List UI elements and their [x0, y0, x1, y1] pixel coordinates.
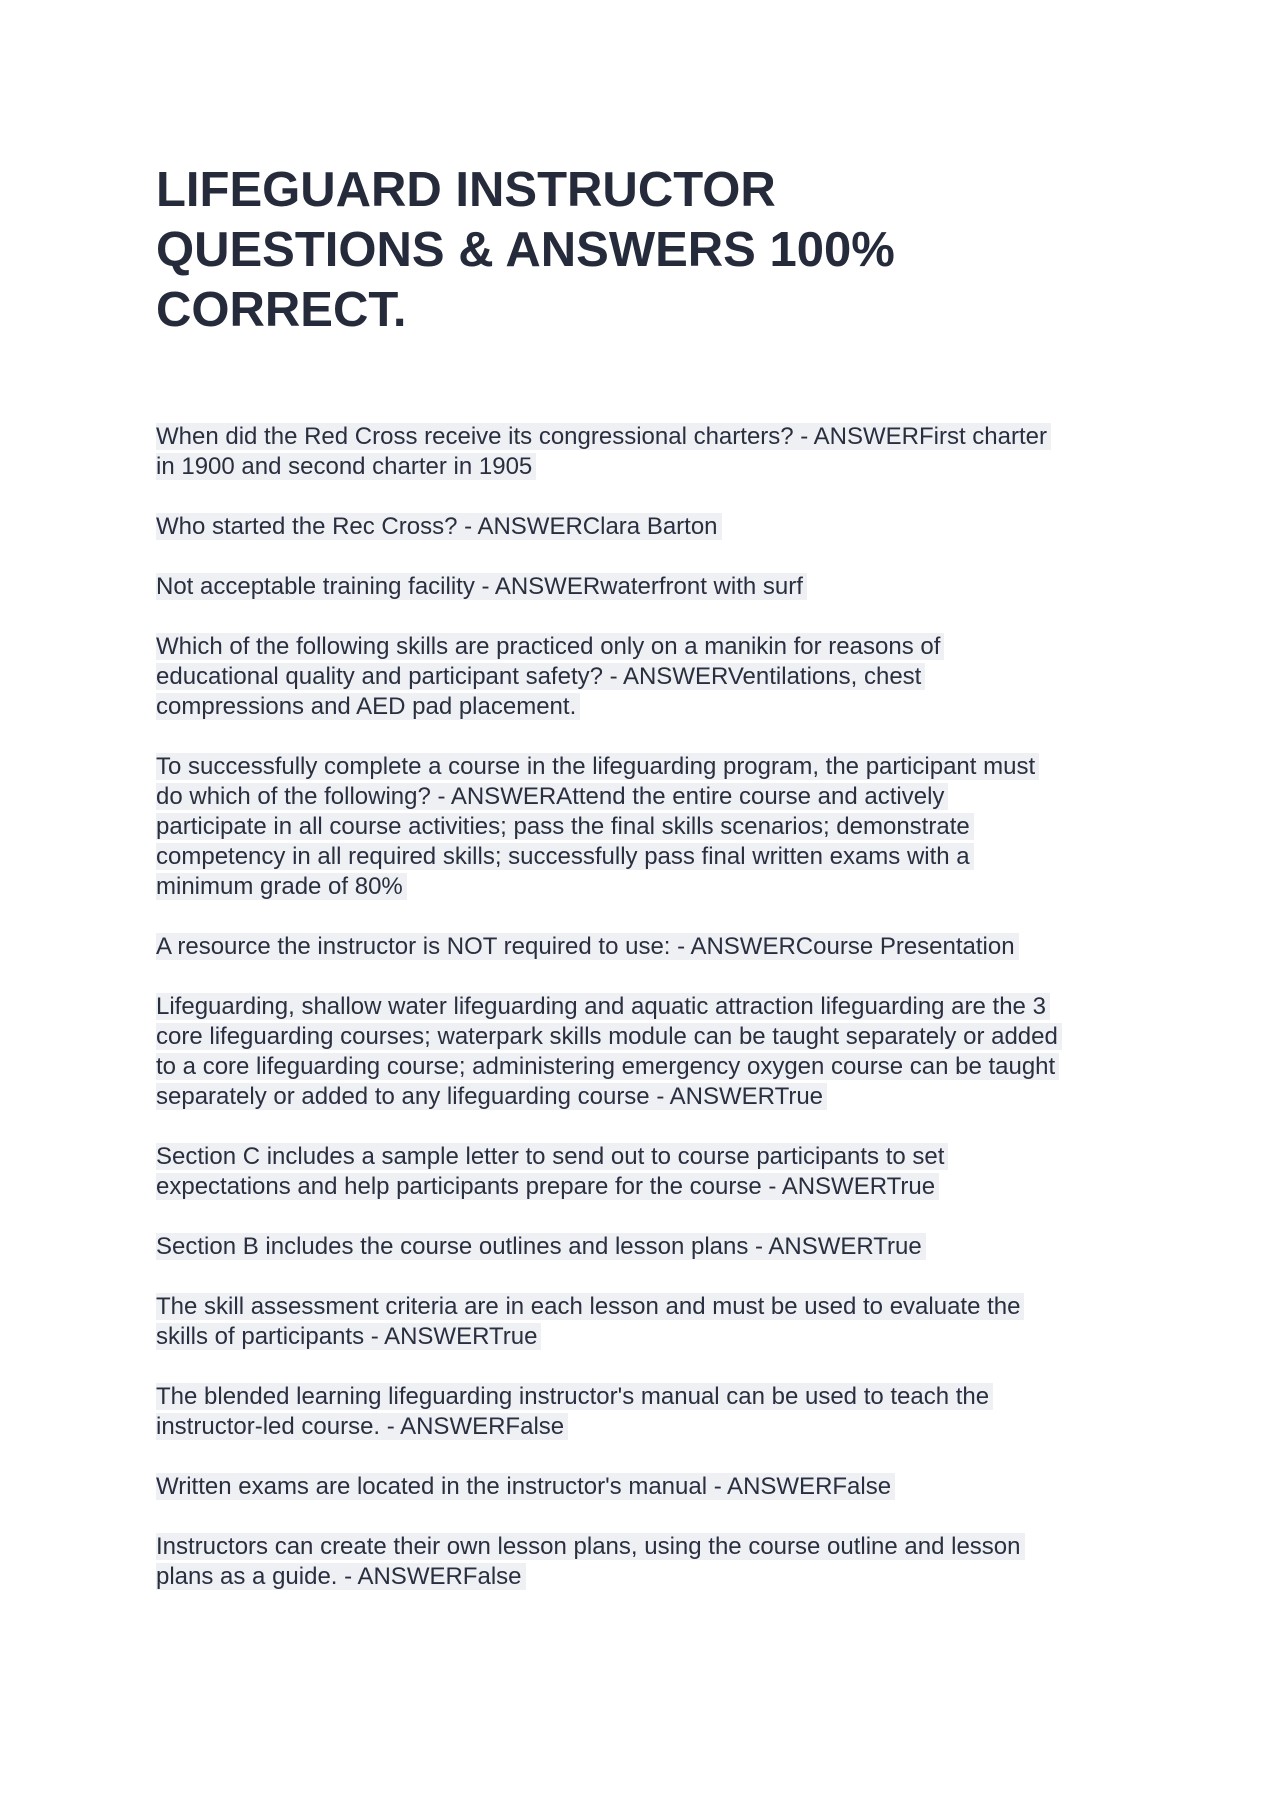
- qa-line: instructor-led course. - ANSWERFalse: [156, 1413, 568, 1440]
- qa-line: A resource the instructor is NOT required to use: - ANSWERCourse Presentation: [156, 933, 1019, 960]
- qa-line: Instructors can create their own lesson plans, using the course outline and lesson: [156, 1533, 1025, 1560]
- qa-line: Section B includes the course outlines and lesson plans - ANSWERTrue: [156, 1233, 926, 1260]
- qa-item: [156, 1472, 1136, 1502]
- qa-line: competency in all required skills; successfully pass final written exams with a: [156, 843, 974, 870]
- qa-line: expectations and help participants prepare for the course - ANSWERTrue: [156, 1173, 939, 1200]
- qa-item: [156, 932, 1136, 962]
- qa-line: core lifeguarding courses; waterpark skills module can be taught separately or added: [156, 1023, 1062, 1050]
- title-line: LIFEGUARD INSTRUCTOR: [156, 163, 776, 217]
- title-line: QUESTIONS & ANSWERS 100%: [156, 223, 895, 277]
- qa-line: skills of participants - ANSWERTrue: [156, 1323, 541, 1350]
- qa-line: do which of the following? - ANSWERAttend the entire course and actively: [156, 783, 948, 810]
- qa-item: [156, 422, 1136, 482]
- qa-item: [156, 752, 1136, 902]
- qa-line: plans as a guide. - ANSWERFalse: [156, 1563, 526, 1590]
- qa-line: participate in all course activities; pass the final skills scenarios; demonstrate: [156, 813, 974, 840]
- qa-line: educational quality and participant safety? - ANSWERVentilations, chest: [156, 663, 925, 690]
- qa-list: [156, 422, 1136, 1622]
- qa-line: Section C includes a sample letter to send out to course participants to set: [156, 1143, 948, 1170]
- qa-item: [156, 1382, 1136, 1442]
- qa-line: Written exams are located in the instructor's manual - ANSWERFalse: [156, 1473, 895, 1500]
- title-line: CORRECT.: [156, 283, 407, 337]
- qa-line: Who started the Rec Cross? - ANSWERClara Barton: [156, 513, 722, 540]
- document-page: [156, 160, 1136, 1590]
- qa-line: minimum grade of 80%: [156, 873, 407, 900]
- qa-line: Lifeguarding, shallow water lifeguarding and aquatic attraction lifeguarding are the 3: [156, 993, 1050, 1020]
- qa-line: The blended learning lifeguarding instructor's manual can be used to teach the: [156, 1383, 993, 1410]
- qa-line: separately or added to any lifeguarding course - ANSWERTrue: [156, 1083, 827, 1110]
- qa-line: To successfully complete a course in the lifeguarding program, the participant must: [156, 753, 1039, 780]
- qa-item: [156, 1292, 1136, 1352]
- qa-line: in 1900 and second charter in 1905: [156, 453, 536, 480]
- qa-item: [156, 1532, 1136, 1592]
- qa-item: [156, 512, 1136, 542]
- qa-line: The skill assessment criteria are in each lesson and must be used to evaluate the: [156, 1293, 1024, 1320]
- qa-item: [156, 992, 1136, 1112]
- qa-item: [156, 1232, 1136, 1262]
- qa-item: [156, 572, 1136, 602]
- document-title: [156, 160, 1136, 340]
- qa-line: compressions and AED pad placement.: [156, 693, 580, 720]
- qa-item: [156, 1142, 1136, 1202]
- qa-line: Not acceptable training facility - ANSWERwaterfront with surf: [156, 573, 807, 600]
- qa-item: [156, 632, 1136, 722]
- qa-line: Which of the following skills are practiced only on a manikin for reasons of: [156, 633, 944, 660]
- qa-line: When did the Red Cross receive its congressional charters? - ANSWERFirst charter: [156, 423, 1051, 450]
- qa-line: to a core lifeguarding course; administering emergency oxygen course can be taught: [156, 1053, 1059, 1080]
